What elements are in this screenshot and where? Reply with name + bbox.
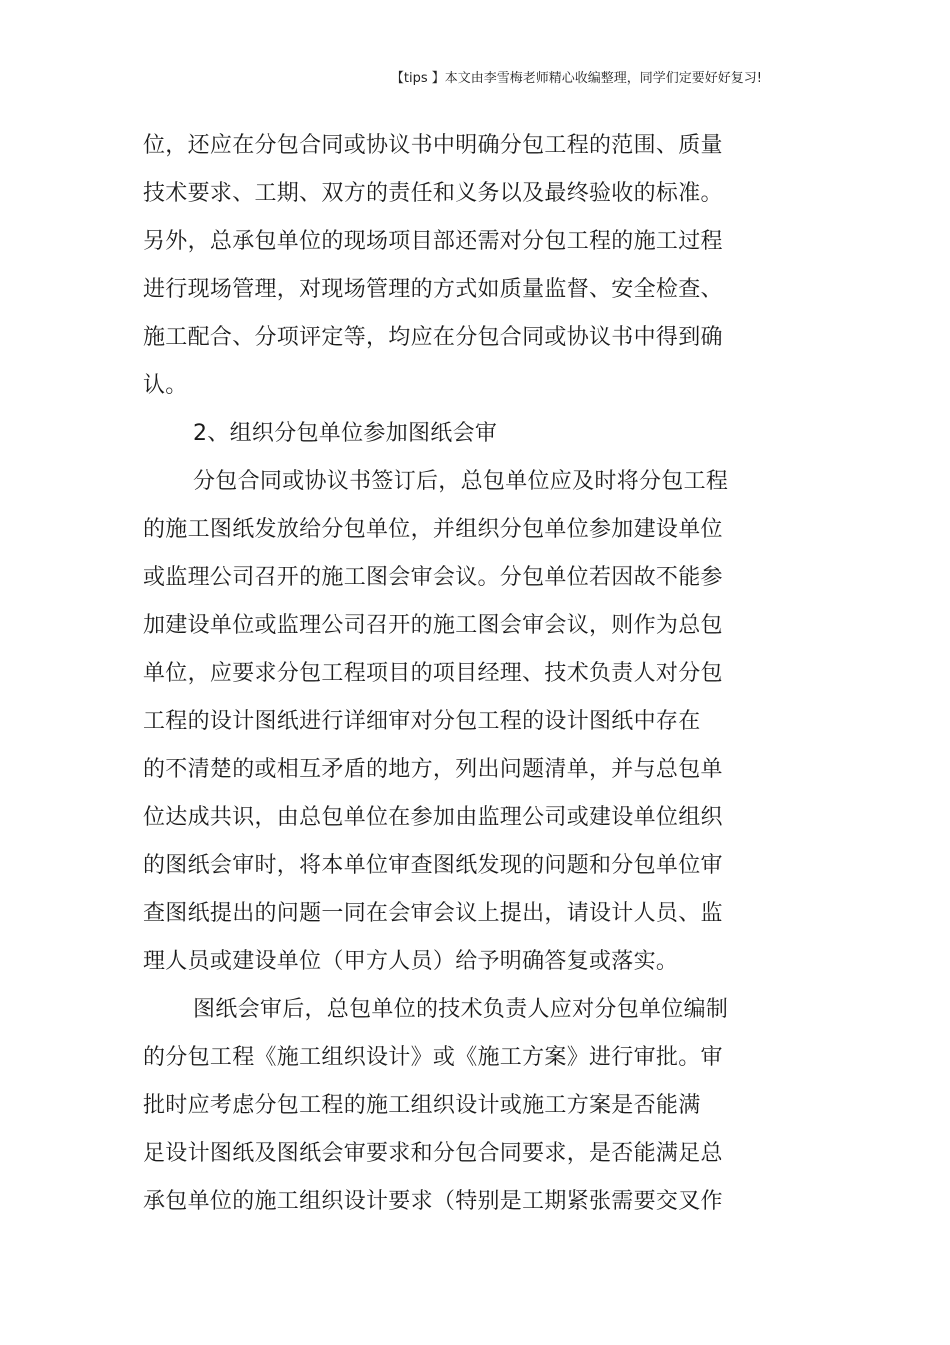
section-heading: 2、组织分包单位参加图纸会审	[193, 421, 498, 446]
text-line: 技术要求、工期、双方的责任和义务以及最终验收的标准。	[143, 181, 723, 206]
text-line: 承包单位的施工组织设计要求（特别是工期紧张需要交叉作	[143, 1189, 723, 1214]
text-line: 查图纸提出的问题一同在会审会议上提出，请设计人员、监	[143, 901, 723, 926]
text-line: 加建设单位或监理公司召开的施工图会审会议，则作为总包	[143, 613, 723, 638]
document-body	[143, 128, 753, 1232]
text-line: 施工配合、分项评定等，均应在分包合同或协议书中得到确	[143, 325, 723, 350]
text-line: 另外，总承包单位的现场项目部还需对分包工程的施工过程	[143, 229, 723, 254]
text-line: 理人员或建设单位（甲方人员）给予明确答复或落实。	[143, 949, 679, 974]
text-line: 单位，应要求分包工程项目的项目经理、技术负责人对分包	[143, 661, 723, 686]
text-line: 的不清楚的或相互矛盾的地方，列出问题清单，并与总包单	[143, 757, 723, 782]
text-line: 批时应考虑分包工程的施工组织设计或施工方案是否能满	[143, 1093, 701, 1118]
text-line: 工程的设计图纸进行详细审对分包工程的设计图纸中存在	[143, 709, 701, 734]
text-line: 或监理公司召开的施工图会审会议。分包单位若因故不能参	[143, 565, 723, 590]
text-line: 足设计图纸及图纸会审要求和分包合同要求，是否能满足总	[143, 1141, 723, 1166]
text-line: 进行现场管理，对现场管理的方式如质量监督、安全检查、	[143, 277, 723, 302]
text-line: 位达成共识，由总包单位在参加由监理公司或建设单位组织	[143, 805, 723, 830]
header-tip: 【tips 】本文由李雪梅老师精心收编整理，同学们定要好好复习!	[390, 71, 762, 86]
paragraph-start: 图纸会审后，总包单位的技术负责人应对分包单位编制	[193, 997, 729, 1022]
text-line: 认。	[143, 373, 188, 398]
text-line: 位，还应在分包合同或协议书中明确分包工程的范围、质量	[143, 133, 723, 158]
text-line: 的图纸会审时，将本单位审查图纸发现的问题和分包单位审	[143, 853, 723, 878]
text-line: 的施工图纸发放给分包单位，并组织分包单位参加建设单位	[143, 517, 723, 542]
text-line: 的分包工程《施工组织设计》或《施工方案》进行审批。审	[143, 1045, 723, 1070]
paragraph-start: 分包合同或协议书签订后，总包单位应及时将分包工程	[193, 469, 729, 494]
